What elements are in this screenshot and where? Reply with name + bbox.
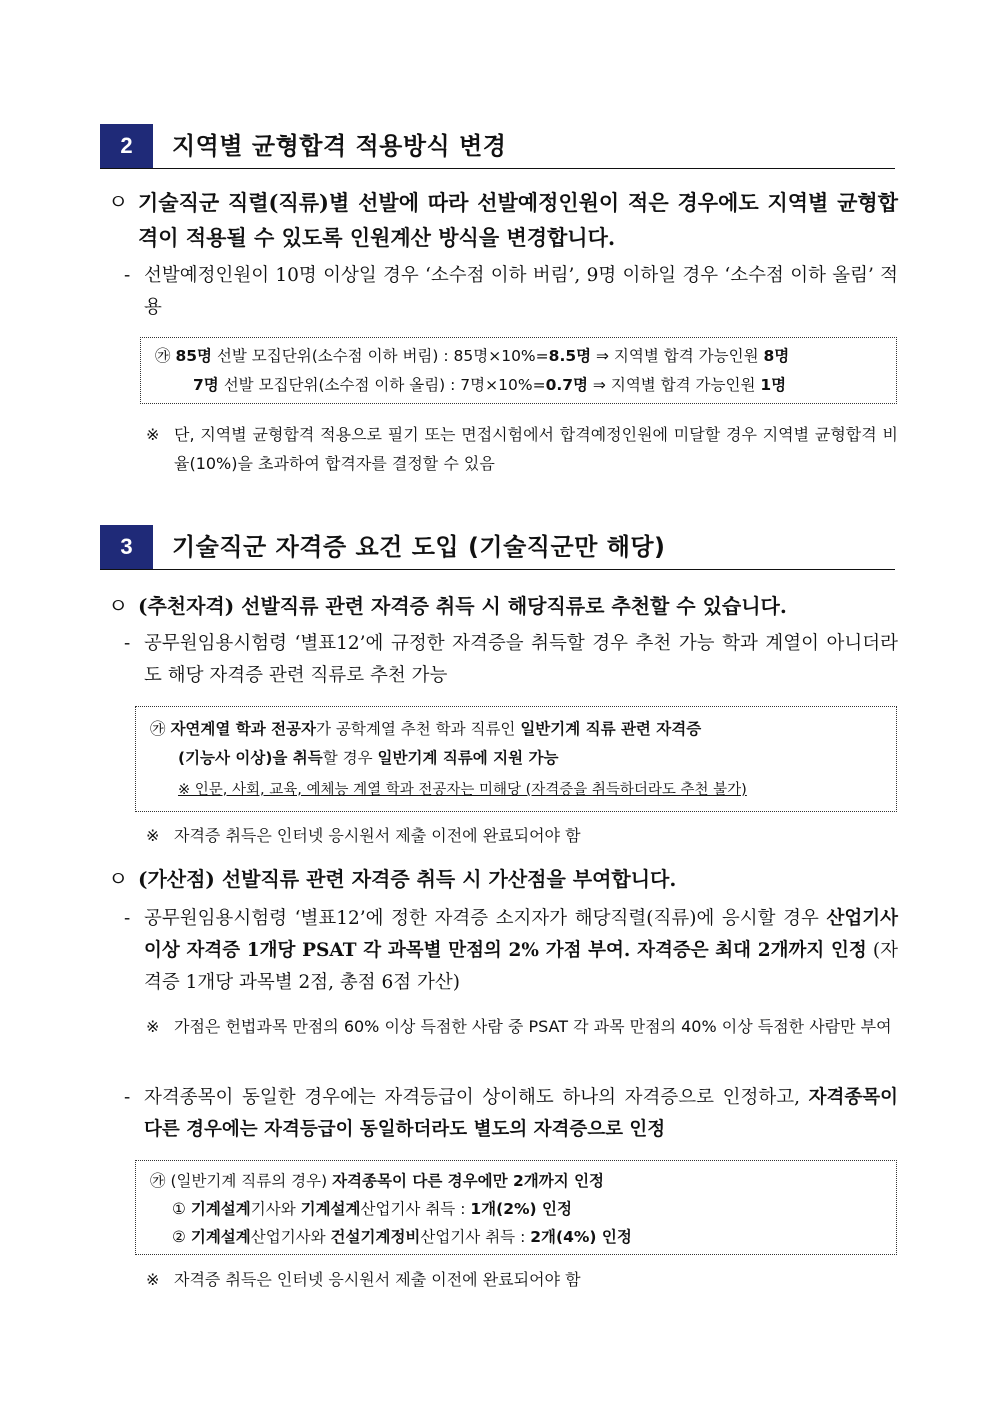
dash-item xyxy=(124,260,898,326)
dash-text-bold: 산업기사 이상 자격증 1개당 PSAT 각 과목별 만점의 2% 가점 부여. 자격증은 최대 2개까지 인정 xyxy=(144,908,898,961)
example-text: 가 공학계열 추천 학과 직류인 xyxy=(316,720,521,738)
note-mark: ※ xyxy=(146,826,160,845)
example-bold: 0.7명 xyxy=(545,376,588,394)
bullet-text: (추천자격) 선발직류 관련 자격증 취득 시 해당직류로 추천할 수 있습니다. xyxy=(138,594,787,618)
section-title: 지역별 균형합격 적용방식 변경 xyxy=(172,132,507,160)
section-number: 2 xyxy=(100,124,153,168)
note-item xyxy=(146,1012,898,1072)
dash-text-part: 공무원임용시험령 ‘별표12’에 정한 자격증 소지자가 해당직렬(직류)에 응시할 경우 xyxy=(144,908,827,929)
note-mark: ※ xyxy=(146,1017,160,1036)
note-text: 자격증 취득은 인터넷 응시원서 제출 이전에 완료되어야 함 xyxy=(174,1270,581,1289)
example-mark: ㉮ xyxy=(150,720,166,738)
bullet-text: (가산점) 선발직류 관련 자격증 취득 시 가산점을 부여합니다. xyxy=(138,867,677,891)
note-item xyxy=(146,1265,898,1295)
note-mark: ※ xyxy=(146,1270,160,1289)
example-bold: 자연계열 학과 전공자 xyxy=(170,720,317,738)
bullet-item xyxy=(108,589,898,625)
note-text: 가점은 헌법과목 만점의 60% 이상 득점한 사람 중 PSAT 각 과목 만점의 40% 이상 득점한 사람만 부여 xyxy=(174,1017,892,1036)
bullet-text: 기술직군 직렬(직류)별 선발에 따라 선발예정인원이 적은 경우에도 지역별 균형합격이 적용될 수 있도록 인원계산 방식을 변경합니다. xyxy=(138,190,898,250)
example-bold: 1명 xyxy=(760,376,787,394)
example-line xyxy=(155,344,789,366)
bullet-mark: ㅇ xyxy=(108,594,129,618)
dash-text xyxy=(144,903,898,999)
example-box xyxy=(135,1160,897,1255)
example-bold: (기능사 이상)을 취득 xyxy=(178,749,323,767)
bullet-item xyxy=(108,862,898,898)
section-3-header xyxy=(100,525,895,570)
example-bold: 기계설계 xyxy=(190,1228,251,1246)
example-line xyxy=(172,1197,572,1219)
example-line xyxy=(193,373,786,395)
example-bold: 8명 xyxy=(763,347,790,365)
example-text: 할 경우 xyxy=(322,749,378,767)
dash-mark: - xyxy=(124,265,131,286)
example-underlined: ※ 인문, 사회, 교육, 예체능 계열 학과 전공자는 미해당 (자격증을 취득하더라도 추천 불가) xyxy=(178,782,747,798)
example-bold: 기계설계 xyxy=(300,1200,361,1218)
example-bold: 85명 xyxy=(175,347,212,365)
example-text: 산업기사 취득 : xyxy=(420,1228,531,1246)
section-title: 기술직군 자격증 요건 도입 (기술직군만 해당) xyxy=(172,533,666,561)
section-number: 3 xyxy=(100,525,153,569)
dash-mark: - xyxy=(124,1087,131,1108)
list-number: ② xyxy=(172,1228,186,1246)
example-line xyxy=(150,717,701,739)
dash-text: 공무원임용시험령 ‘별표12’에 규정한 자격증을 취득할 경우 추천 가능 학과 계열이 아니더라도 해당 자격증 관련 직류로 추천 가능 xyxy=(144,633,898,686)
bullet-mark: ㅇ xyxy=(108,867,129,891)
dash-mark: - xyxy=(124,908,131,929)
example-line xyxy=(150,1169,604,1191)
section-2-header xyxy=(100,124,895,169)
list-number: ① xyxy=(172,1200,186,1218)
dash-text: 선발예정인원이 10명 이상일 경우 ‘소수점 이하 버림’, 9명 이하일 경우 ‘소수점 이하 올림’ 적용 xyxy=(144,265,898,318)
example-bold: 2개(4%) 인정 xyxy=(530,1228,632,1246)
example-bold: 기계설계 xyxy=(190,1200,251,1218)
dash-text-bold: 자격종목이 다른 경우에는 자격등급이 동일하더라도 별도의 자격증으로 인정 xyxy=(144,1087,898,1140)
example-bold: 일반기계 직류에 지원 가능 xyxy=(377,749,559,767)
dash-item xyxy=(124,628,898,694)
note-item xyxy=(146,420,898,480)
example-text: 산업기사와 xyxy=(250,1228,331,1246)
example-text: 선발 모집단위(소수점 이하 버림) : 85명×10%= xyxy=(212,347,549,365)
bullet-mark: ㅇ xyxy=(108,190,129,214)
dash-text xyxy=(144,1082,898,1146)
bullet-item xyxy=(108,185,898,257)
example-box xyxy=(135,706,897,812)
example-text: ⇒ 지역별 합격 가능인원 xyxy=(591,347,764,365)
dash-text-part: 자격종목이 동일한 경우에는 자격등급이 상이해도 하나의 자격증으로 인정하고, xyxy=(144,1087,809,1108)
example-bold: 1개(2%) 인정 xyxy=(470,1200,572,1218)
example-text: 기사와 xyxy=(250,1200,301,1218)
example-text: 산업기사 취득 : xyxy=(360,1200,471,1218)
example-line xyxy=(172,1225,632,1247)
example-bold: 자격종목이 다른 경우에만 2개까지 인정 xyxy=(332,1172,605,1190)
dash-item xyxy=(124,903,898,1003)
dash-text-part: (자격증 1개당 과목별 2점, 총점 6점 가산) xyxy=(144,940,898,993)
example-mark: ㉮ xyxy=(155,347,171,365)
note-mark: ※ xyxy=(146,425,160,444)
note-text: 단, 지역별 균형합격 적용으로 필기 또는 면접시험에서 합격예정인원에 미달할 경우 지역별 균형합격 비율(10%)을 초과하여 합격자를 결정할 수 있음 xyxy=(174,425,898,473)
example-bold: 일반기계 직류 관련 자격증 xyxy=(520,720,702,738)
example-text: 선발 모집단위(소수점 이하 올림) : 7명×10%= xyxy=(218,376,546,394)
note-text: 자격증 취득은 인터넷 응시원서 제출 이전에 완료되어야 함 xyxy=(174,826,581,845)
example-text: ⇒ 지역별 합격 가능인원 xyxy=(588,376,761,394)
example-bold: 건설기계정비 xyxy=(330,1228,421,1246)
example-mark: ㉮ xyxy=(150,1172,166,1190)
dash-item xyxy=(124,1082,898,1152)
dash-mark: - xyxy=(124,633,131,654)
example-note xyxy=(178,778,747,799)
example-bold: 7명 xyxy=(193,376,219,394)
example-box xyxy=(140,337,897,404)
example-line xyxy=(178,746,558,768)
example-bold: 8.5명 xyxy=(548,347,592,365)
note-item xyxy=(146,821,898,851)
example-text: (일반기계 직류의 경우) xyxy=(165,1172,333,1190)
